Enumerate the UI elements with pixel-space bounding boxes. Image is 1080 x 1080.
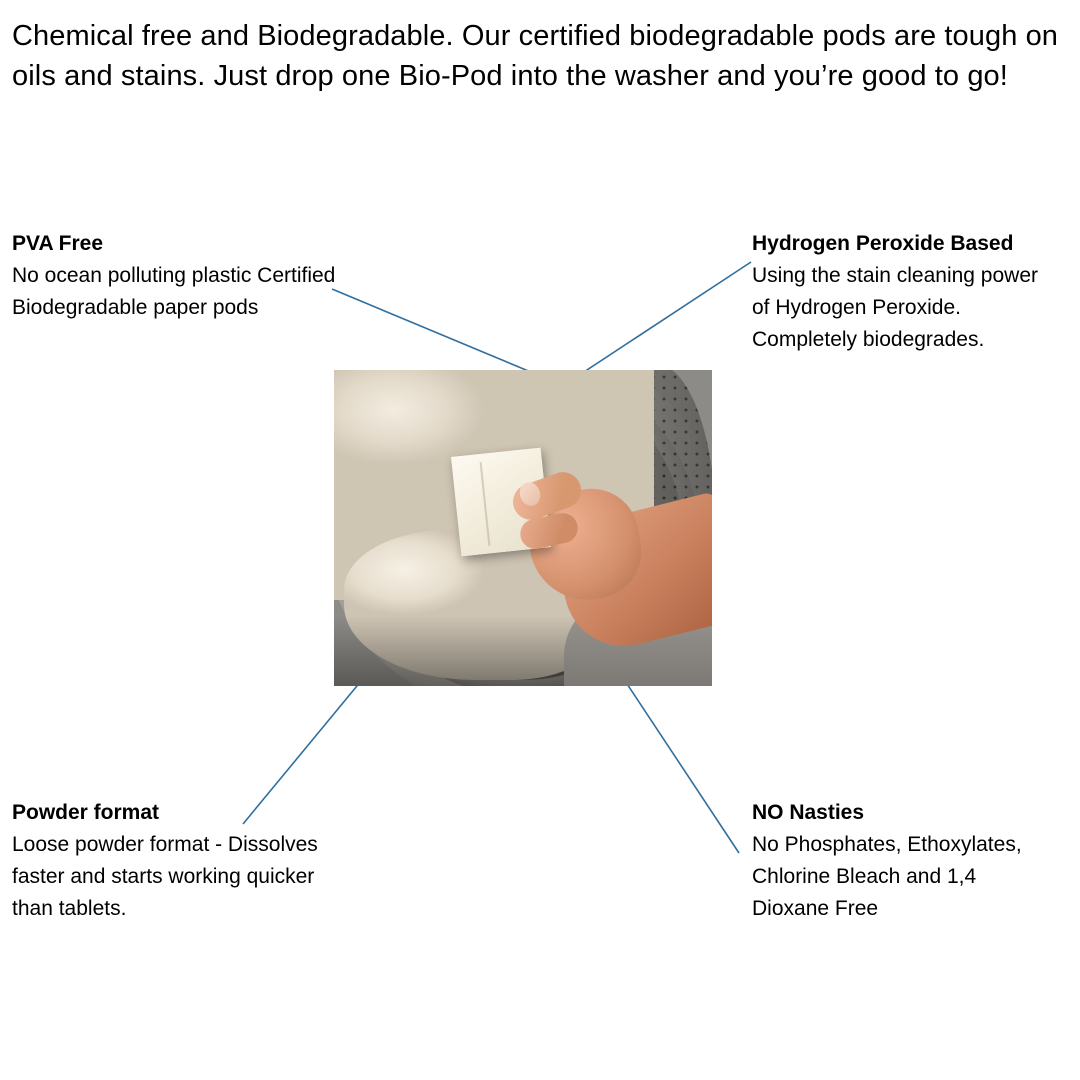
callout-powder-format [12,797,352,925]
product-photo [334,370,712,686]
callout-body: No Phosphates, Ethoxylates, Chlorine Bleach and 1,4 Dioxane Free [752,833,1022,920]
page-title: Chemical free and Biodegradable. Our certified biodegradable pods are tough on oils and stains. Just drop one Bio-Pod into the washer and you’re good to go! [12,20,1059,92]
callout-pva-free [12,228,342,324]
callout-body: No ocean polluting plastic Certified Biodegradable paper pods [12,264,336,319]
callout-title: NO Nasties [752,801,865,824]
callout-title: Powder format [12,801,160,824]
callout-no-nasties [752,797,1052,925]
callout-title: PVA Free [12,232,104,255]
callout-title: Hydrogen Peroxide Based [752,232,1014,255]
callout-body: Loose powder format - Dissolves faster and starts working quicker than tablets. [12,833,318,920]
callout-hydrogen-peroxide-based [752,228,1052,356]
callout-body: Using the stain cleaning power of Hydrogen Peroxide. Completely biodegrades. [752,264,1039,351]
